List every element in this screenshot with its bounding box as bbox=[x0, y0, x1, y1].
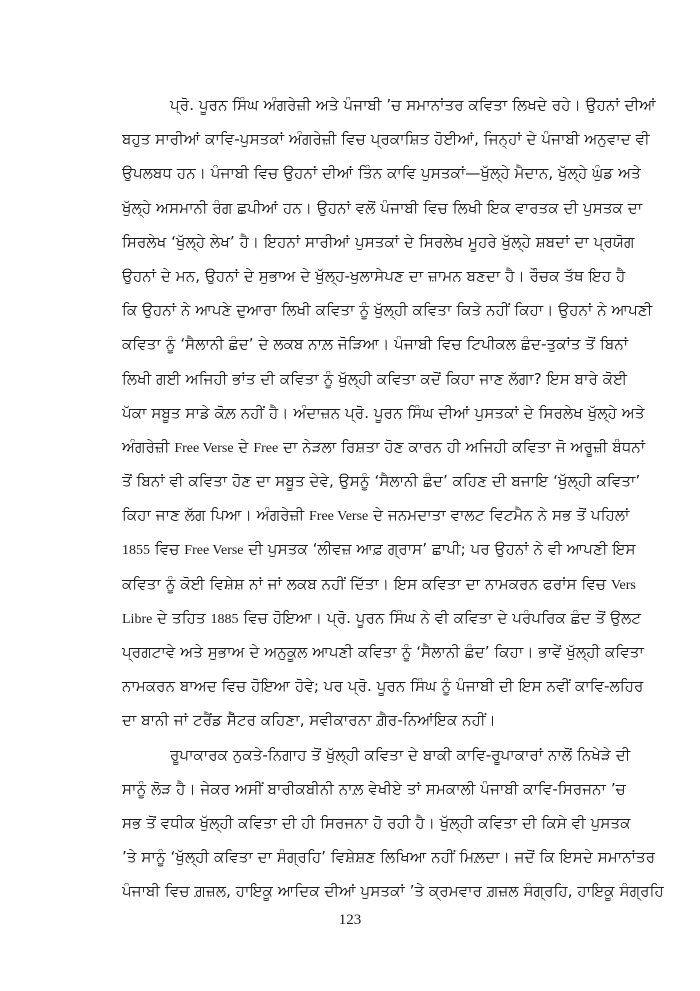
text-line: ਕਿ ਉਹਨਾਂ ਨੇ ਆਪਣੇ ਦੁਆਰਾ ਲਿਖੀ ਕਵਿਤਾ ਨੂੰ ਖੁੱਲ੍ਹੀ ਕਵਿਤਾ ਕਿਤੇ ਨਹੀਂ ਕਿਹਾ। ਉਹਨਾਂ ਨੇ ਆਪਣੀ bbox=[122, 301, 653, 320]
latin-term: 1855 bbox=[122, 543, 150, 559]
text-segment: ਦੇ ਤਹਿਤ bbox=[152, 608, 211, 627]
text-line: ਉਪਲਬਧ ਹਨ। ਪੰਜਾਬੀ ਵਿਚ ਉਹਨਾਂ ਦੀਆਂ ਤਿੰਨ ਕਾਵਿ ਪੁਸਤਕਾਂ—ਖੁੱਲ੍ਹੇ ਮੈਦਾਨ, ਖੁੱਲ੍ਹੇ ਘੁੰਡ ਅਤੇ bbox=[122, 164, 641, 183]
paragraph bbox=[122, 738, 664, 909]
latin-term: Free Verse bbox=[174, 440, 234, 456]
text-line: ਪੱਕਾ ਸਬੂਤ ਸਾਡੇ ਕੋਲ਼ ਨਹੀਂ ਹੈ। ਅੰਦਾਜ਼ਨ ਪ੍ਰੋ. ਪੂਰਨ ਸਿੰਘ ਦੀਆਂ ਪੁਸਤਕਾਂ ਦੇ ਸਿਰਲੇਖ ਖੁੱਲ੍ਹੇ ਅਤੇ bbox=[122, 403, 645, 422]
text-segment: ਦੀ ਪੁਸਤਕ ‘ਲੀਵਜ਼ ਆਫ਼ ਗ੍ਰਾਸ’ ਛਾਪੀ; ਪਰ ਉਹਨਾਂ ਨੇ ਵੀ ਆਪਣੀ ਇਸ bbox=[243, 540, 636, 559]
latin-term: 1885 bbox=[210, 611, 239, 627]
body-text bbox=[122, 88, 664, 909]
text-line bbox=[122, 498, 630, 532]
latin-term: Free bbox=[253, 440, 279, 456]
latin-term: Free Verse bbox=[309, 509, 369, 525]
text-segment: ਦੇ bbox=[233, 437, 254, 456]
text-line: ਨਾਮਕਰਨ ਬਾਅਦ ਵਿਚ ਹੋਇਆ ਹੋਵੇ; ਪਰ ਪ੍ਰੋ. ਪੂਰਨ ਸਿੰਘ ਨੂੰ ਪੰਜਾਬੀ ਦੀ ਇਸ ਨਵੀਂ ਕਾਵਿ-ਲਹਿਰ bbox=[122, 677, 644, 696]
text-line: ਰੂਪਾਕਾਰਕ ਨੁਕਤੇ-ਨਿਗਾਹ ਤੋਂ ਖੁੱਲ੍ਹੀ ਕਵਿਤਾ ਦੇ ਬਾਕੀ ਕਾਵਿ-ਰੂਪਾਕਾਰਾਂ ਨਾਲੋਂ ਨਿਖੇੜੇ ਦੀ bbox=[170, 745, 631, 764]
text-segment: ਕਿਹਾ ਜਾਣ ਲੱਗ ਪਿਆ। ਅੰਗਰੇਜ਼ੀ bbox=[122, 506, 310, 525]
text-line bbox=[122, 532, 636, 566]
paragraph bbox=[122, 88, 656, 738]
text-line bbox=[122, 567, 636, 601]
text-line: ਖੁੱਲ੍ਹੇ ਅਸਮਾਨੀ ਰੰਗ ਛਪੀਆਂ ਹਨ। ਉਹਨਾਂ ਵਲੋਂ ਪੰਜਾਬੀ ਵਿਚ ਲਿਖੀ ਇਕ ਵਾਰਤਕ ਦੀ ਪੁਸਤਕ ਦਾ bbox=[122, 198, 643, 217]
latin-term: Libre bbox=[122, 611, 153, 627]
text-segment: ਅੰਗਰੇਜ਼ੀ bbox=[122, 437, 175, 456]
text-line: ਸਭ ਤੋਂ ਵਧੀਕ ਖੁੱਲ੍ਹੀ ਕਵਿਤਾ ਦੀ ਹੀ ਸਿਰਜਨਾ ਹੋ ਰਹੀ ਹੈ। ਖੁੱਲ੍ਹੀ ਕਵਿਤਾ ਦੀ ਕਿਸੇ ਵੀ ਪੁਸਤਕ bbox=[122, 813, 631, 832]
text-line bbox=[122, 601, 642, 635]
text-line: ਪ੍ਰੋ. ਪੂਰਨ ਸਿੰਘ ਅੰਗਰੇਜ਼ੀ ਅਤੇ ਪੰਜਾਬੀ ’ਚ ਸਮਾਨਾਂਤਰ ਕਵਿਤਾ ਲਿਖਦੇ ਰਹੇ। ਉਹਨਾਂ ਦੀਆਂ bbox=[170, 96, 656, 114]
text-segment: ਵਿਚ ਹੋਇਆ। ਪ੍ਰੋ. ਪੂਰਨ ਸਿੰਘ ਨੇ ਵੀ ਕਵਿਤਾ ਦੇ ਪਰੰਪਰਿਕ ਛੰਦ ਤੋਂ ਉਲਟ bbox=[238, 608, 642, 627]
text-segment: ਕਵਿਤਾ ਨੂੰ ਕੋਈ ਵਿਸ਼ੇਸ਼ ਨਾਂ ਜਾਂ ਲਕਬ ਨਹੀਂ ਦਿੱਤਾ। ਇਸ ਕਵਿਤਾ ਦਾ ਨਾਮਕਰਨ ਫਰਾਂਸ ਵਿਚ bbox=[122, 574, 611, 593]
text-line: ਤੋਂ ਬਿਨਾਂ ਵੀ ਕਵਿਤਾ ਹੋਣ ਦਾ ਸਬੂਤ ਦੇਵੇ, ਉਸਨੂੰ ‘ਸੈਲਾਨੀ ਛੰਦ’ ਕਹਿਣ ਦੀ ਬਜਾਇ ‘ਖੁੱਲ੍ਹੀ ਕਵਿਤਾ’ bbox=[122, 472, 641, 491]
text-line: ਉਹਨਾਂ ਦੇ ਮਨ, ਉਹਨਾਂ ਦੇ ਸੁਭਾਅ ਦੇ ਖੁੱਲ੍ਹ-ਖੁਲਾਸੇਪਣ ਦਾ ਜ਼ਾਮਨ ਬਣਦਾ ਹੈ। ਰੌਚਕ ਤੱਥ ਇਹ ਹੈ bbox=[122, 266, 626, 285]
text-line: ਪੰਜਾਬੀ ਵਿਚ ਗ਼ਜ਼ਲ, ਹਾਇਕੂ ਆਦਿਕ ਦੀਆਂ ਪੁਸਤਕਾਂ ’ਤੇ ਕ੍ਰਮਵਾਰ ਗ਼ਜ਼ਲ ਸੰਗ੍ਰਹਿ, ਹਾਇਕੂ ਸੰਗ੍ਰਹਿ bbox=[122, 882, 664, 901]
text-line: ’ਤੇ ਸਾਨੂੰ ‘ਖੁੱਲ੍ਹੀ ਕਵਿਤਾ ਦਾ ਸੰਗ੍ਰਹਿ’ ਵਿਸ਼ੇਸ਼ਣ ਲਿਖਿਆ ਨਹੀਂ ਮਿਲ਼ਦਾ। ਜਦੋਂ ਕਿ ਇਸਦੇ ਸਮਾਨਾਂਤਰ bbox=[122, 848, 656, 867]
text-segment: ਵਿਚ bbox=[150, 540, 185, 559]
latin-term: Free Verse bbox=[184, 543, 244, 559]
text-line: ਸਾਨੂੰ ਲੋੜ ਹੈ। ਜੇਕਰ ਅਸੀਂ ਬਾਰੀਕਬੀਨੀ ਨਾਲ਼ ਵੇਖੀਏ ਤਾਂ ਸਮਕਾਲੀ ਪੰਜਾਬੀ ਕਾਵਿ-ਸਿਰਜਨਾ ’ਚ bbox=[122, 779, 626, 798]
text-line: ਕਵਿਤਾ ਨੂੰ ‘ਸੈਲਾਨੀ ਛੰਦ’ ਦੇ ਲਕਬ ਨਾਲ਼ ਜੋੜਿਆ। ਪੰਜਾਬੀ ਵਿਚ ਟਿਪੀਕਲ ਛੰਦ-ਤੁਕਾਂਤ ਤੋਂ ਬਿਨਾਂ bbox=[122, 335, 629, 354]
text-segment: ਦਾ ਨੇੜਲਾ ਰਿਸ਼ਤਾ ਹੋਣ ਕਾਰਨ ਹੀ ਅਜਿਹੀ ਕਵਿਤਾ ਜੋ ਅਰੂਜ਼ੀ ਬੰਧਨਾਂ bbox=[278, 437, 646, 456]
page-number: 123 bbox=[338, 912, 362, 928]
text-line: ਦਾ ਬਾਨੀ ਜਾਂ ਟਰੈਂਡ ਸੈੱਟਰ ਕਹਿਣਾ, ਸਵੀਕਾਰਨਾ ਗ਼ੈਰ-ਨਿਆਂਇਕ ਨਹੀਂ। bbox=[122, 711, 496, 730]
text-line: ਲਿਖੀ ਗਈ ਅਜਿਹੀ ਭਾਂਤ ਦੀ ਕਵਿਤਾ ਨੂੰ ਖੁੱਲ੍ਹੀ ਕਵਿਤਾ ਕਦੋਂ ਕਿਹਾ ਜਾਣ ਲੱਗਾ? ਇਸ ਬਾਰੇ ਕੋਈ bbox=[122, 369, 628, 388]
text-line: ਸਿਰਲੇਖ ‘ਖੁੱਲ੍ਹੇ ਲੇਖ’ ਹੈ। ਇਹਨਾਂ ਸਾਰੀਆਂ ਪੁਸਤਕਾਂ ਦੇ ਸਿਰਲੇਖ ਮੂਹਰੇ ਖੁੱਲ੍ਹੇ ਸ਼ਬਦਾਂ ਦਾ ਪ੍ਰਯੋਗ bbox=[122, 232, 635, 251]
text-line bbox=[122, 430, 646, 464]
text-line: ਬਹੁਤ ਸਾਰੀਆਂ ਕਾਵਿ-ਪੁਸਤਕਾਂ ਅੰਗਰੇਜ਼ੀ ਵਿਚ ਪ੍ਰਕਾਸ਼ਿਤ ਹੋਈਆਂ, ਜਿਨ੍ਹਾਂ ਦੇ ਪੰਜਾਬੀ ਅਨੁਵਾਦ ਵੀ bbox=[122, 130, 650, 149]
text-segment: ਦੇ ਜਨਮਦਾਤਾ ਵਾਲਟ ਵਿਟਮੈਨ ਨੇ ਸਭ ਤੋਂ ਪਹਿਲਾਂ bbox=[368, 506, 630, 525]
text-line: ਪ੍ਰਗਟਾਵੇ ਅਤੇ ਸੁਭਾਅ ਦੇ ਅਨੁਕੂਲ ਆਪਣੀ ਕਵਿਤਾ ਨੂੰ ‘ਸੈਲਾਨੀ ਛੰਦ’ ਕਿਹਾ। ਭਾਵੇਂ ਖੁੱਲ੍ਹੀ ਕਵਿਤਾ bbox=[122, 643, 644, 661]
latin-term: Vers bbox=[610, 577, 636, 593]
